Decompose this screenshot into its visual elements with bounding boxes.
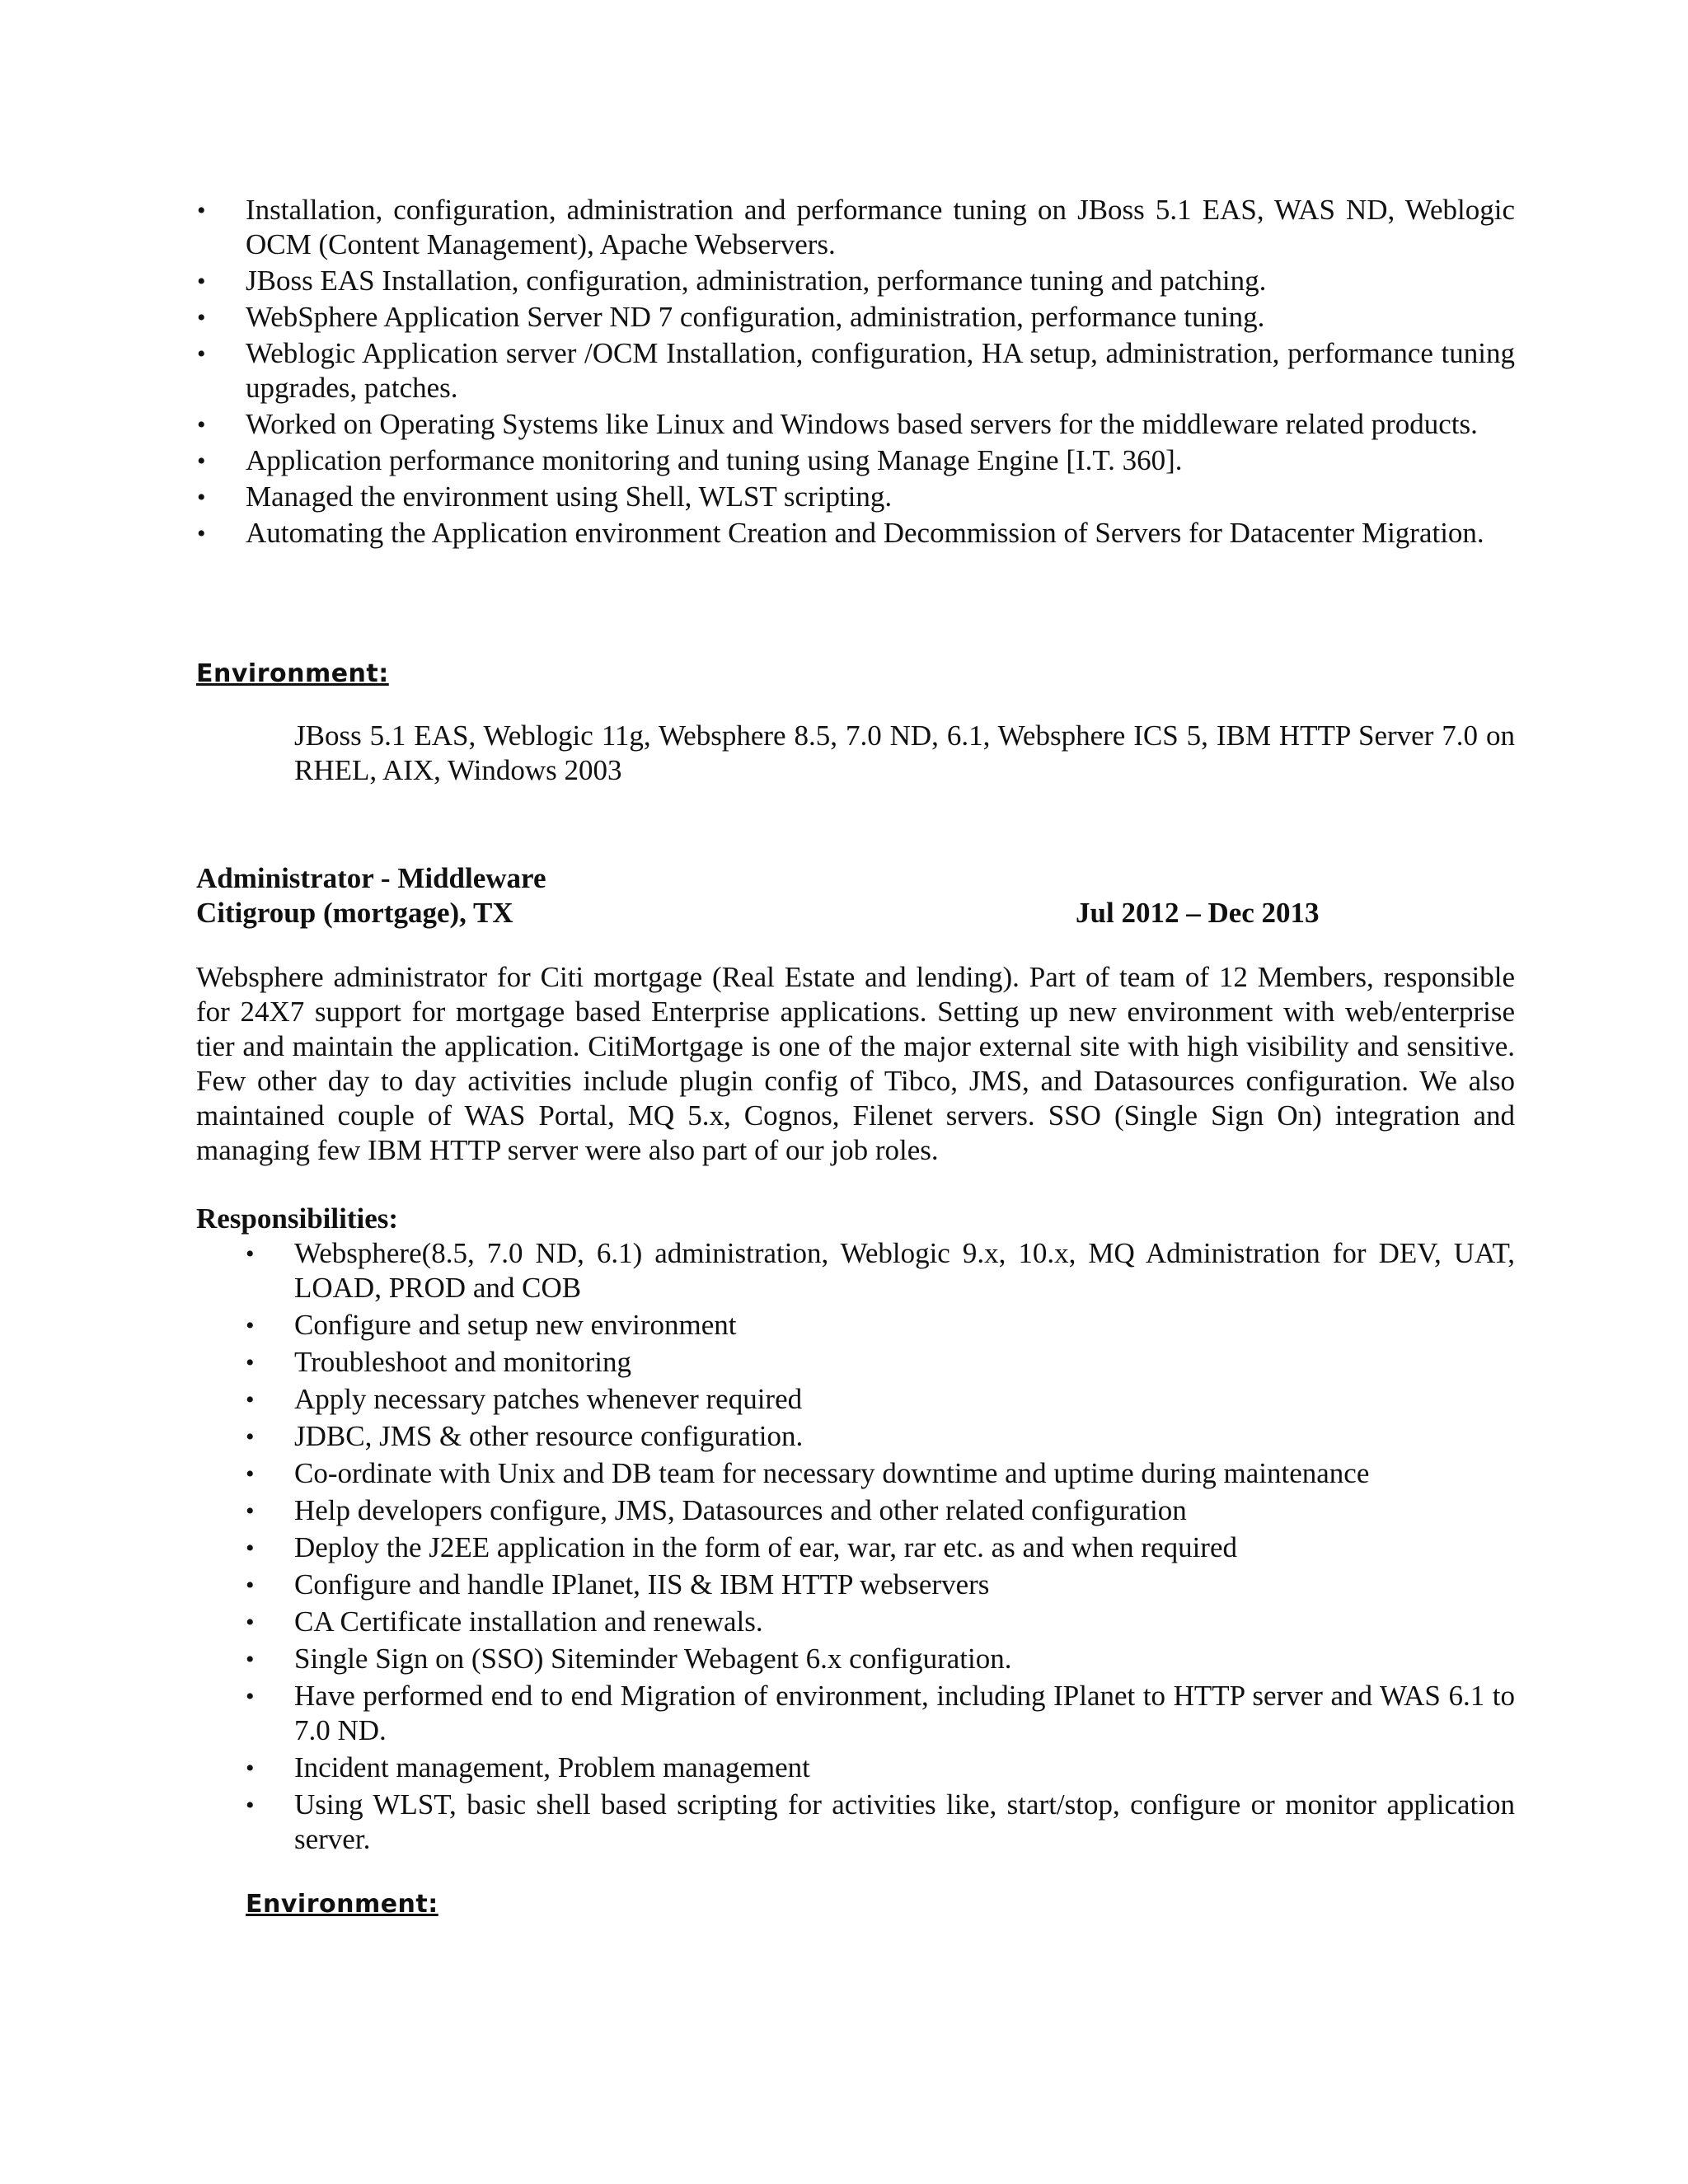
- bullet-icon: •: [197, 411, 206, 438]
- list-item: [246, 1530, 1515, 1565]
- list-item-text: WebSphere Application Server ND 7 configuration, administration, performance tuning.: [246, 301, 1265, 333]
- list-item: [197, 336, 1515, 405]
- list-item-text: Co-ordinate with Unix and DB team for necessary downtime and uptime during maintenance: [294, 1457, 1370, 1489]
- list-item: [246, 1419, 1515, 1454]
- bullet-icon: •: [246, 1609, 255, 1636]
- list-item: [246, 1382, 1515, 1417]
- list-item: [246, 1236, 1515, 1305]
- bullet-icon: •: [246, 1646, 255, 1673]
- bullet-icon: •: [197, 448, 206, 475]
- list-item-text: JBoss EAS Installation, configuration, administration, performance tuning and patching.: [246, 265, 1267, 297]
- list-item: [197, 443, 1515, 478]
- job-company: Citigroup (mortgage), TX: [196, 897, 513, 929]
- bullet-icon: •: [197, 197, 206, 224]
- list-item-text: Managed the environment using Shell, WLST scripting.: [246, 480, 893, 513]
- environment-label-2: Environment:: [246, 1890, 438, 1919]
- job-dates: Jul 2012 – Dec 2013: [1076, 897, 1320, 929]
- bullet-icon: •: [197, 268, 206, 295]
- responsibilities-list: [246, 1236, 1515, 1859]
- list-item-text: Configure and handle IPlanet, IIS & IBM HTTP webservers: [294, 1568, 990, 1601]
- environment-label: Environment:: [196, 659, 389, 688]
- bullet-icon: •: [246, 1497, 255, 1525]
- list-item-text: Automating the Application environment Creation and Decommission of Servers for Datacenter Migration.: [246, 517, 1484, 549]
- bullet-icon: •: [197, 340, 206, 368]
- list-item: [246, 1679, 1515, 1748]
- list-item-text: Configure and setup new environment: [294, 1309, 737, 1341]
- bullet-icon: •: [246, 1460, 255, 1488]
- bullet-icon: •: [246, 1792, 255, 1819]
- list-item-text: Help developers configure, JMS, Datasources and other related configuration: [294, 1494, 1187, 1526]
- list-item-text: Incident management, Problem management: [294, 1751, 810, 1783]
- list-item: [246, 1605, 1515, 1639]
- environment-text: JBoss 5.1 EAS, Weblogic 11g, Websphere 8.5, 7.0 ND, 6.1, Websphere ICS 5, IBM HTTP Server 7.0 on RHEL, AIX, Windows 2003: [294, 719, 1515, 786]
- list-item: [197, 264, 1515, 298]
- bullet-icon: •: [246, 1349, 255, 1376]
- list-item-text: Single Sign on (SSO) Siteminder Webagent 6.x configuration.: [294, 1643, 1012, 1675]
- list-item: [246, 1493, 1515, 1528]
- list-item-text: JDBC, JMS & other resource configuration.: [294, 1420, 804, 1452]
- bullet-icon: •: [246, 1572, 255, 1599]
- bullet-icon: •: [246, 1312, 255, 1339]
- list-item: [197, 480, 1515, 514]
- list-item-text: Application performance monitoring and tuning using Manage Engine [I.T. 360].: [246, 444, 1183, 476]
- list-item: [246, 1750, 1515, 1785]
- bullet-icon: •: [246, 1386, 255, 1413]
- bullet-icon: •: [197, 520, 206, 547]
- bullet-icon: •: [246, 1755, 255, 1782]
- bullet-icon: •: [246, 1535, 255, 1562]
- list-item-text: Using WLST, basic shell based scripting for activities like, start/stop, configure or monitor application server.: [294, 1788, 1515, 1855]
- bullet-icon: •: [197, 484, 206, 511]
- list-item-text: Installation, configuration, administration and performance tuning on JBoss 5.1 EAS, WAS ND, Weblogic OCM (Content Management), Apache Webservers.: [246, 194, 1515, 260]
- list-item: [197, 300, 1515, 335]
- list-item-text: Websphere(8.5, 7.0 ND, 6.1) administration, Weblogic 9.x, 10.x, MQ Administration for DEV, UAT, LOAD, PROD and COB: [294, 1237, 1515, 1304]
- job-summary: Websphere administrator for Citi mortgage (Real Estate and lending). Part of team of 12 Members, responsible for 24X7 support for mortgage based Enterprise applications. Setting up new environment with web/enterprise tier and maintain the application. CitiMortgage is one of the major external site with high visibility and sensitive. Few other day to day activities include plugin config of Tibco, JMS, and Datasources configuration. We also maintained couple of WAS Portal, MQ 5.x, Cognos, Filenet servers. SSO (Single Sign On) integration and managing few IBM HTTP server were also part of our job roles.: [196, 961, 1515, 1166]
- list-item: [246, 1308, 1515, 1343]
- list-item: [246, 1568, 1515, 1602]
- list-item-text: CA Certificate installation and renewals.: [294, 1605, 763, 1638]
- list-item: [197, 193, 1515, 262]
- bullet-icon: •: [197, 304, 206, 331]
- bullet-icon: •: [246, 1423, 255, 1451]
- list-item-text: Apply necessary patches whenever required: [294, 1383, 803, 1415]
- list-item: [246, 1345, 1515, 1380]
- list-item: [197, 516, 1515, 551]
- bullet-icon: •: [246, 1683, 255, 1710]
- list-item-text: Weblogic Application server /OCM Installation, configuration, HA setup, administration, performance tuning upgrades, patches.: [246, 337, 1515, 404]
- bullet-icon: •: [246, 1240, 255, 1268]
- list-item-text: Troubleshoot and monitoring: [294, 1346, 631, 1378]
- list-item: [246, 1456, 1515, 1491]
- list-item: [246, 1788, 1515, 1857]
- list-item-text: Worked on Operating Systems like Linux and Windows based servers for the middleware related products.: [246, 408, 1478, 440]
- list-item-text: Deploy the J2EE application in the form of ear, war, rar etc. as and when required: [294, 1531, 1237, 1563]
- list-item-text: Have performed end to end Migration of environment, including IPlanet to HTTP server and WAS 6.1 to 7.0 ND.: [294, 1680, 1515, 1746]
- list-item: [246, 1642, 1515, 1676]
- job-title: Administrator - Middleware: [196, 862, 546, 894]
- top-bullet-list: [197, 193, 1515, 552]
- list-item: [197, 407, 1515, 442]
- responsibilities-heading: Responsibilities:: [196, 1202, 399, 1235]
